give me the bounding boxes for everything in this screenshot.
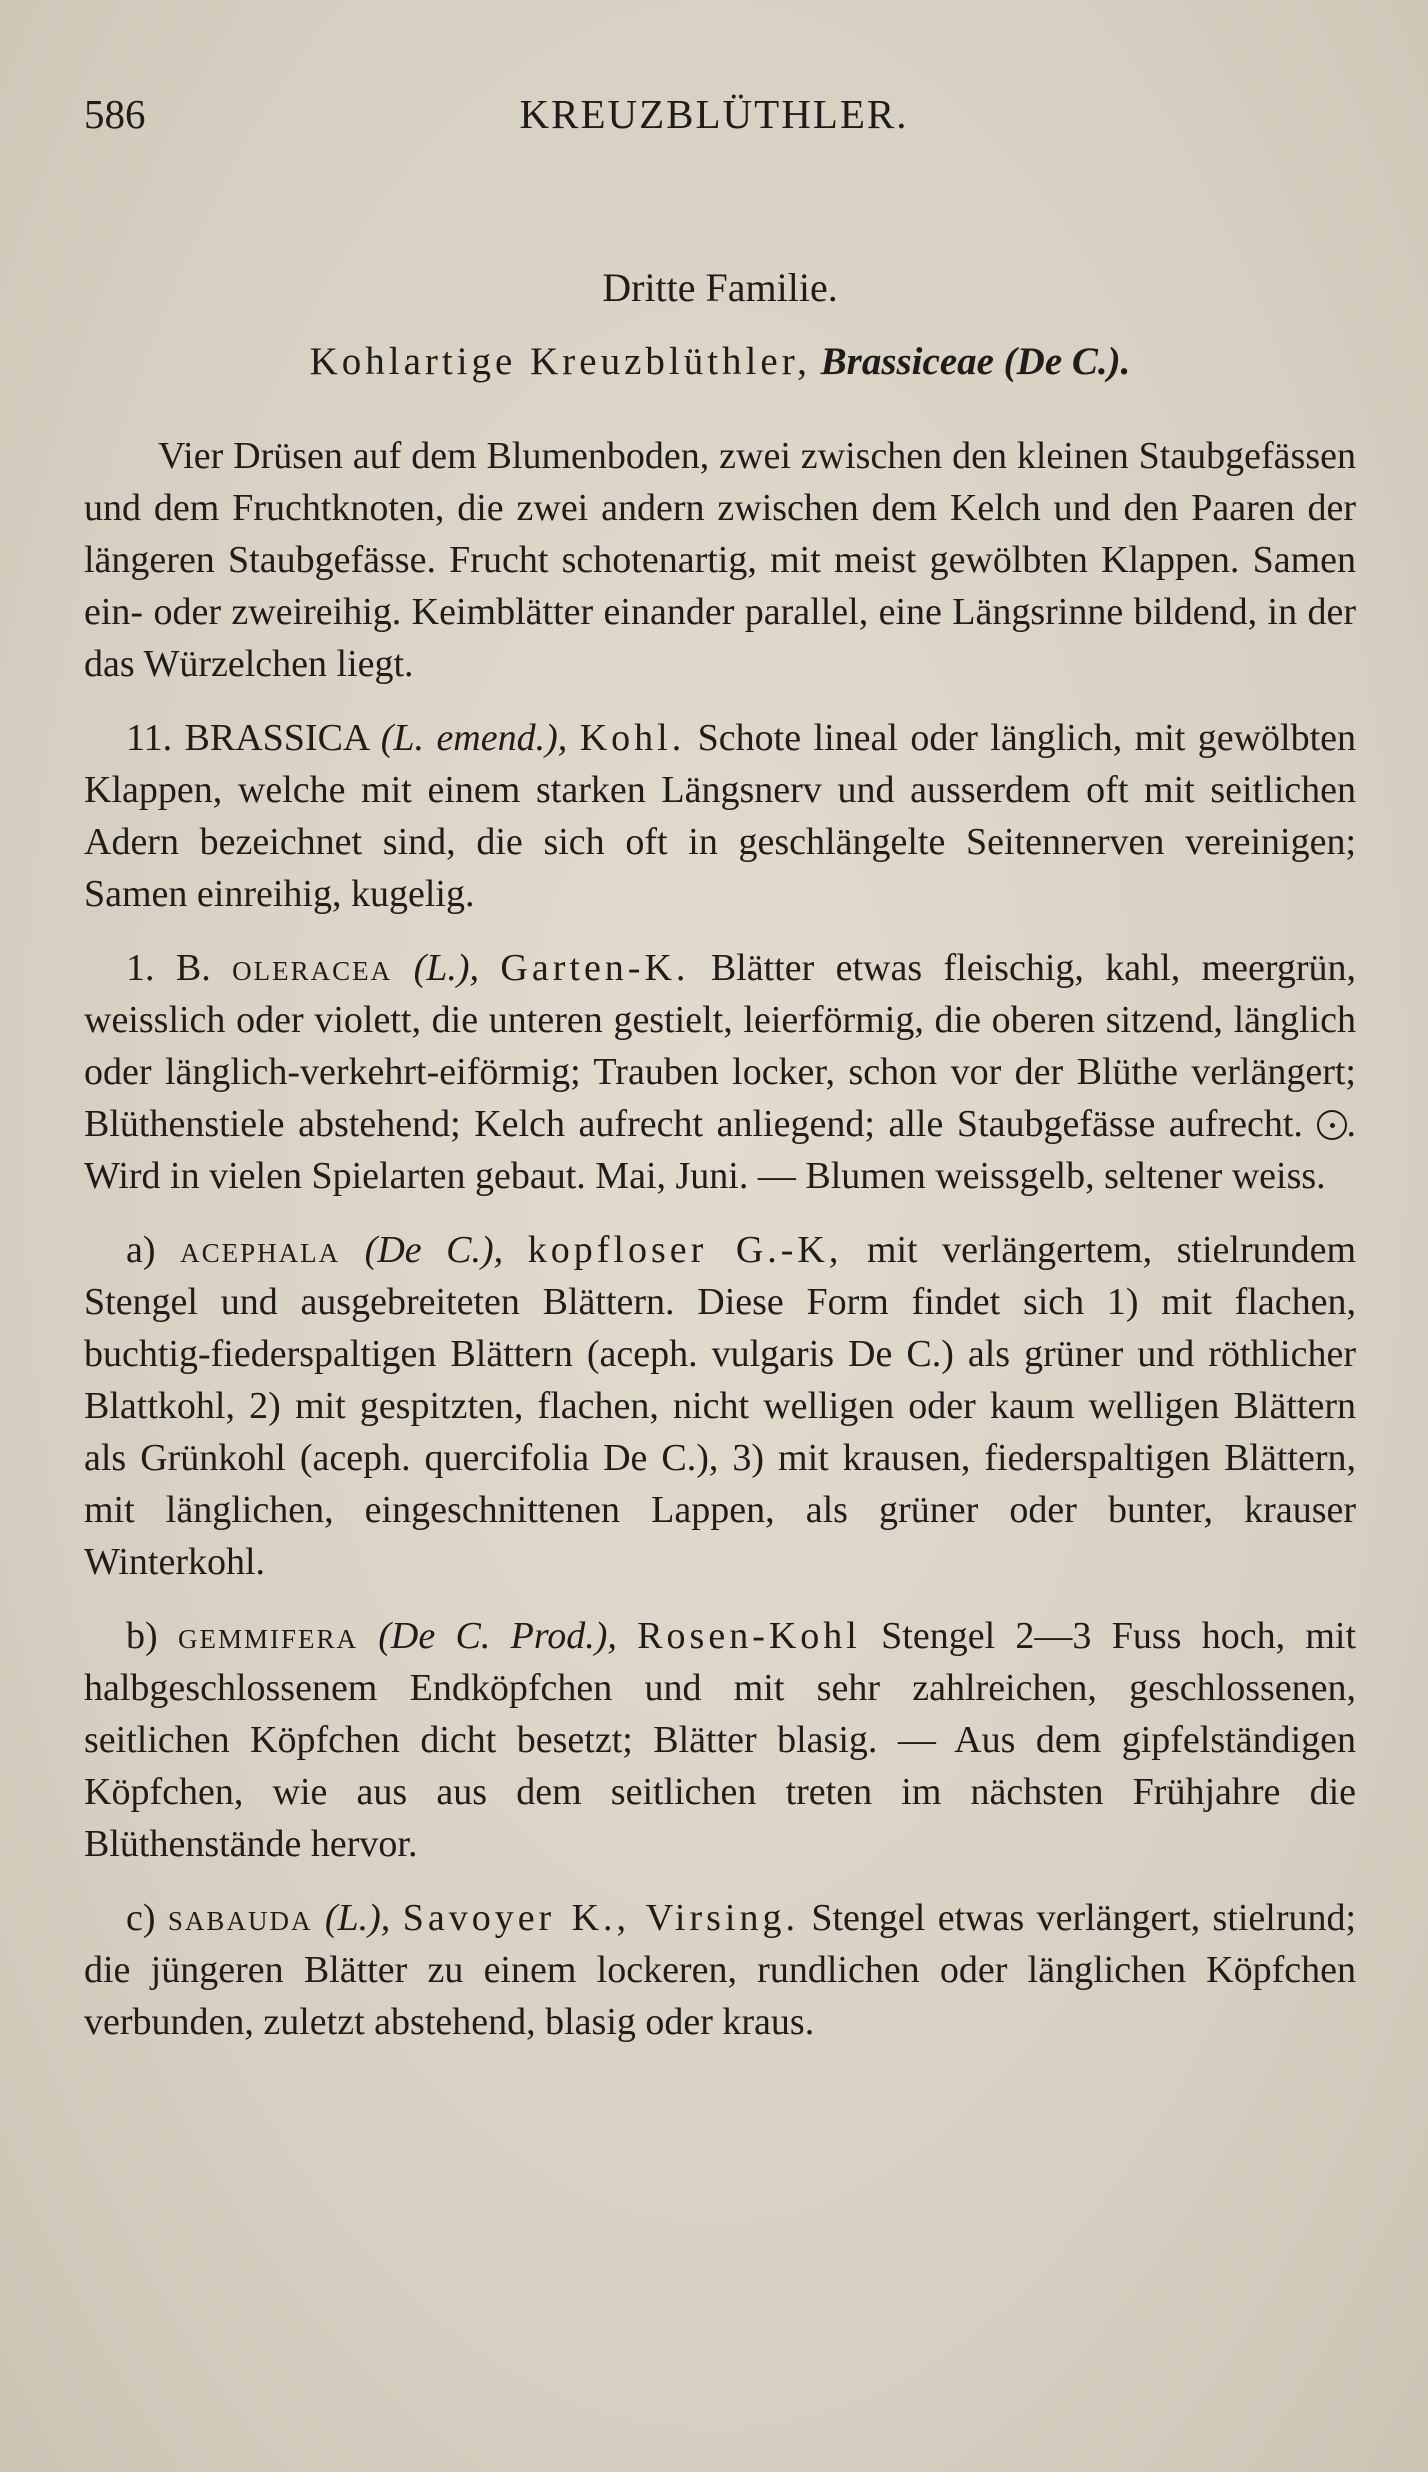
variety-name: acephala [180, 1229, 341, 1271]
genus-authority: (L. emend.), [380, 717, 568, 759]
page-number: 586 [84, 91, 146, 137]
running-header [84, 88, 1344, 140]
species-name: oleracea [232, 947, 393, 989]
page-body [84, 262, 1356, 2070]
tribe-name: Kohlartige Kreuzblüthler, [309, 340, 811, 383]
tribe-latin: Brassiceae (De C.). [820, 340, 1131, 383]
variety-entry-a [84, 1224, 1356, 1588]
family-heading: Dritte Familie. [602, 265, 838, 310]
tribe-description: Vier Drüsen auf dem Blumenboden, zwei zwischen den kleinen Staubgefässen und dem Fruchtknoten, die zwei andern zwischen dem Kelch und den Paaren der längeren Staubgefässe. Frucht schotenartig, mit meist gewölbten Klappen. Samen ein- oder zweireihig. Keimblätter einander parallel, eine Längsrinne bildend, in der das Würzelchen liegt. [84, 435, 1356, 685]
variety-name: sabauda [167, 1897, 313, 1939]
genus-name: BRASSICA [184, 717, 369, 759]
variety-common-name: Rosen-Kohl [637, 1615, 861, 1657]
running-title: KREUZBLÜTHLER. [519, 91, 909, 137]
variety-description: Stengel 2—3 Fuss hoch, mit halbgeschlossenem Endköpfchen und mit sehr zahlreichen, geschlossenen, seitlichen Köpfchen dicht besetzt; Blätter blasig. — Aus dem gipfelständigen Köpfchen, wie aus aus dem seitlichen treten im nächsten Frühjahre die Blüthenstände hervor. [84, 1615, 1357, 1865]
genus-common-name: Kohl. [579, 717, 686, 759]
variety-common-name: Savoyer K., Virsing. [402, 1897, 799, 1939]
species-common-name: Garten-K. [500, 947, 690, 989]
species-entry [84, 942, 1356, 1202]
genus-entry [84, 712, 1356, 920]
variety-entry-c [84, 1892, 1356, 2048]
variety-authority: (De C.), [364, 1229, 504, 1271]
genus-number: 11. [126, 717, 173, 759]
variety-letter: a) [126, 1229, 156, 1271]
tribe-heading [84, 336, 1356, 388]
biennial-symbol-icon [1317, 1110, 1347, 1140]
species-prefix: 1. B. [126, 947, 211, 989]
variety-entry-b [84, 1610, 1356, 1870]
variety-authority: (L.), [324, 1897, 391, 1939]
species-description-cont: . Wird in vielen Spielarten gebaut. Mai, Juni. — Blumen weissgelb, seltener weiss. [84, 1103, 1356, 1197]
variety-description: Stengel etwas verlängert, stielrund; die jüngeren Blätter zu einem lockeren, rundlichen oder länglichen Köpfchen verbunden, zuletzt abstehend, blasig oder kraus. [84, 1897, 1357, 2043]
variety-letter: b) [126, 1615, 158, 1657]
variety-description: mit verlängertem, stielrundem Stengel und ausgebreiteten Blättern. Diese Form findet sich 1) mit flachen, buchtig-fiederspaltigen Blättern (aceph. vulgaris De C.) als grüner und röthlicher Blattkohl, 2) mit gespitzten, flachen, nicht welligen oder kaum welligen Blättern als Grünkohl (aceph. quercifolia De C.), 3) mit krausen, fiederspaltigen Blättern, mit länglichen, eingeschnittenen Lappen, als grüner oder bunter, krauser Winterkohl. [84, 1229, 1357, 1583]
variety-name: gemmifera [177, 1615, 358, 1657]
variety-letter: c) [126, 1897, 156, 1939]
species-authority: (L.), [413, 947, 480, 989]
variety-authority: (De C. Prod.), [378, 1615, 617, 1657]
variety-common-name: kopfloser G.-K, [527, 1229, 843, 1271]
species-description: Blätter etwas fleischig, kahl, meergrün, weisslich oder violett, die unteren gestielt, leierförmig, die oberen sitzend, länglich oder länglich-verkehrt-eiförmig; Trauben locker, schon vor der Blüthe verlängert; Blüthenstiele abstehend; Kelch aufrecht anliegend; alle Staubgefässe aufrecht. [84, 947, 1357, 1145]
genus-description: Schote lineal oder länglich, mit gewölbten Klappen, welche mit einem starken Längsnerv und ausserdem oft mit seitlichen Adern bezeichnet sind, die sich oft in geschlängelte Seitennerven vereinigen; Samen einreihig, kugelig. [84, 717, 1357, 915]
